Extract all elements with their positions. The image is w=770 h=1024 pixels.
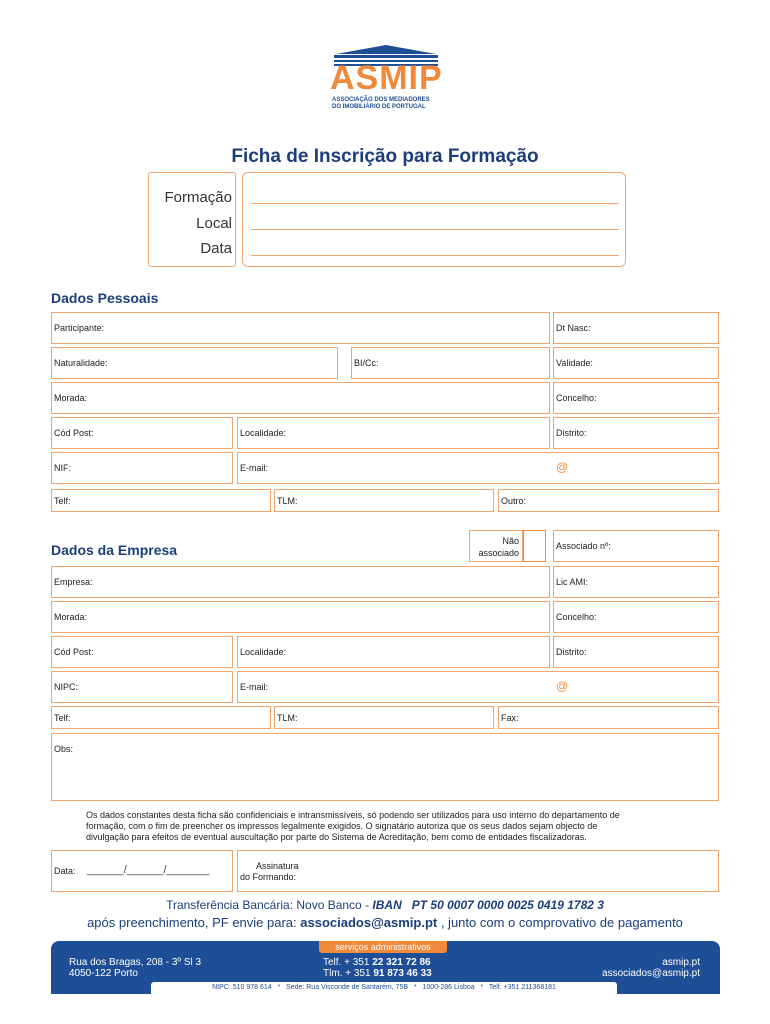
footer-tab-label: serviços administrativos xyxy=(319,941,447,953)
concelho-label: Concelho: xyxy=(556,393,597,403)
empresa-morada-label: Morada: xyxy=(54,612,88,622)
date-field[interactable] xyxy=(51,850,233,892)
footer-tlm xyxy=(323,968,432,979)
course-labels-box xyxy=(148,172,236,267)
distrito-field[interactable] xyxy=(553,417,719,449)
empresa-cod-post-label: Cód Post: xyxy=(54,647,94,657)
empresa-label: Empresa: xyxy=(54,577,93,587)
dt-nasc-field[interactable] xyxy=(553,312,719,344)
tlm-label: TLM: xyxy=(277,495,298,506)
email-label: E-mail: xyxy=(240,463,269,473)
data-field[interactable] xyxy=(251,255,619,256)
email-field[interactable] xyxy=(237,452,719,484)
lic-ami-field[interactable] xyxy=(553,566,719,598)
empresa-telf-field[interactable] xyxy=(51,706,271,729)
disclaimer xyxy=(86,810,696,843)
course-fields-box xyxy=(242,172,626,267)
iban-value: PT 50 0007 0000 0025 0419 1782 3 xyxy=(411,898,604,912)
concelho-field[interactable] xyxy=(553,382,719,414)
bank-transfer-text: Transferência Bancária: Novo Banco - xyxy=(166,898,373,912)
logo-subtitle-2: DO IMOBILIÁRIO DE PORTUGAL xyxy=(332,104,426,110)
empresa-tlm-label: TLM: xyxy=(277,712,298,723)
nif-label: NIF: xyxy=(54,463,71,473)
validade-field[interactable] xyxy=(553,347,719,379)
send-email-link[interactable]: associados@asmip.pt xyxy=(300,915,438,930)
empresa-cod-post-field[interactable] xyxy=(51,636,233,668)
fax-field[interactable] xyxy=(498,706,719,729)
footer-telf-prefix: Telf. + 351 xyxy=(323,957,373,968)
logo-wordmark: ASMIP xyxy=(330,59,443,97)
empresa-email-label: E-mail: xyxy=(240,682,269,692)
empresa-email-field[interactable] xyxy=(237,671,719,703)
date-label: Data: xyxy=(54,866,76,876)
footer-bar xyxy=(51,941,720,994)
outro-field[interactable] xyxy=(498,489,719,512)
nao-associado-checkbox[interactable] xyxy=(523,530,546,562)
footer-legal-info: NIPC: 510 978 614 * Sede: Rua Visconde de Santarém, 75B * 1000-286 Lisboa * Telf. +351 211368181 xyxy=(151,982,617,994)
disclaimer-line-3: divulgação para efeitos de eventual auscultação por parte do Sistema de Acreditação, bem como de entidades fiscalizadoras. xyxy=(86,832,587,842)
associado-n-label: Associado nº: xyxy=(556,541,611,551)
morada-label: Morada: xyxy=(54,393,88,403)
cod-post-label: Cód Post: xyxy=(54,428,94,438)
empresa-localidade-label: Localidade: xyxy=(240,647,287,657)
footer-address-2: 4050-122 Porto xyxy=(69,968,138,979)
distrito-label: Distrito: xyxy=(556,428,587,438)
bi-cc-label: BI/Cc: xyxy=(354,358,379,368)
localidade-field[interactable] xyxy=(237,417,550,449)
footer-tlm-number: 91 873 46 33 xyxy=(373,968,432,979)
nao-associado-label-1: Não xyxy=(502,536,519,546)
date-blank: ______/______/_______ xyxy=(87,864,210,876)
iban-label: IBAN xyxy=(372,898,402,912)
associado-n-field[interactable] xyxy=(553,530,719,562)
nipc-field[interactable] xyxy=(51,671,233,703)
formacao-field[interactable] xyxy=(251,203,619,204)
nao-associado-label-2: associado xyxy=(478,548,519,558)
tlm-field[interactable] xyxy=(274,489,494,512)
nipc-label: NIPC: xyxy=(54,682,79,692)
empresa-localidade-field[interactable] xyxy=(237,636,550,668)
send-instructions xyxy=(0,915,770,930)
page-title: Ficha de Inscrição para Formação xyxy=(231,146,539,167)
naturalidade-field[interactable] xyxy=(51,347,338,379)
at-icon: @ xyxy=(556,460,569,474)
empresa-distrito-field[interactable] xyxy=(553,636,719,668)
empresa-field[interactable] xyxy=(51,566,550,598)
validade-label: Validade: xyxy=(556,358,593,368)
send-after-text: , junto com o comprovativo de pagamento xyxy=(437,915,683,930)
empresa-concelho-label: Concelho: xyxy=(556,612,597,622)
empresa-telf-label: Telf: xyxy=(54,712,71,723)
obs-label: Obs: xyxy=(54,744,74,754)
section-heading-company: Dados da Empresa xyxy=(51,542,178,558)
bi-cc-field[interactable] xyxy=(351,347,550,379)
footer-tlm-prefix: Tlm. + 351 xyxy=(323,968,374,979)
localidade-label: Localidade: xyxy=(240,428,287,438)
telf-field[interactable] xyxy=(51,489,271,512)
signature-label-2: do Formando: xyxy=(240,872,297,882)
disclaimer-line-1: Os dados constantes desta ficha são confidenciais e intransmissíveis, só podendo ser utilizados para uso interno do departamento de xyxy=(86,810,620,820)
signature-field[interactable] xyxy=(237,850,719,892)
footer-telf-number: 22 321 72 86 xyxy=(372,957,431,968)
bank-transfer-line xyxy=(0,898,770,912)
nao-associado-box xyxy=(469,530,523,562)
lic-ami-label: Lic AMI: xyxy=(556,577,589,587)
dt-nasc-label: Dt Nasc: xyxy=(556,323,591,333)
fax-label: Fax: xyxy=(501,712,519,723)
empresa-distrito-label: Distrito: xyxy=(556,647,587,657)
signature-label-1: Assinatura xyxy=(256,861,299,871)
participante-field[interactable] xyxy=(51,312,550,344)
telf-label: Telf: xyxy=(54,495,71,506)
footer-address-1: Rua dos Bragas, 208 - 3º Sl 3 xyxy=(69,957,202,968)
cod-post-field[interactable] xyxy=(51,417,233,449)
footer-email-link[interactable]: associados@asmip.pt xyxy=(602,968,700,979)
at-icon: @ xyxy=(556,679,569,693)
empresa-concelho-field[interactable] xyxy=(553,601,719,633)
footer-website-link[interactable]: asmip.pt xyxy=(662,957,700,968)
section-heading-personal: Dados Pessoais xyxy=(51,290,159,306)
obs-field[interactable] xyxy=(51,733,719,801)
empresa-tlm-field[interactable] xyxy=(274,706,494,729)
local-field[interactable] xyxy=(251,229,619,230)
local-label: Local xyxy=(196,215,232,232)
send-before-text: após preenchimento, PF envie para: xyxy=(87,915,301,930)
disclaimer-line-2: formação, com o fim de preencher os impressos legalmente exigidos. O signatário autoriza que os seus dados sejam objecto de xyxy=(86,821,598,831)
nif-field[interactable] xyxy=(51,452,233,484)
logo xyxy=(330,44,442,112)
outro-label: Outro: xyxy=(501,495,527,506)
morada-field[interactable] xyxy=(51,382,550,414)
empresa-morada-field[interactable] xyxy=(51,601,550,633)
formacao-label: Formação xyxy=(164,189,232,206)
footer-telf xyxy=(323,957,431,968)
naturalidade-label: Naturalidade: xyxy=(54,358,108,368)
data-label: Data xyxy=(200,240,232,257)
logo-subtitle-1: ASSOCIAÇÃO DOS MEDIADORES xyxy=(332,97,430,103)
participante-label: Participante: xyxy=(54,323,105,333)
